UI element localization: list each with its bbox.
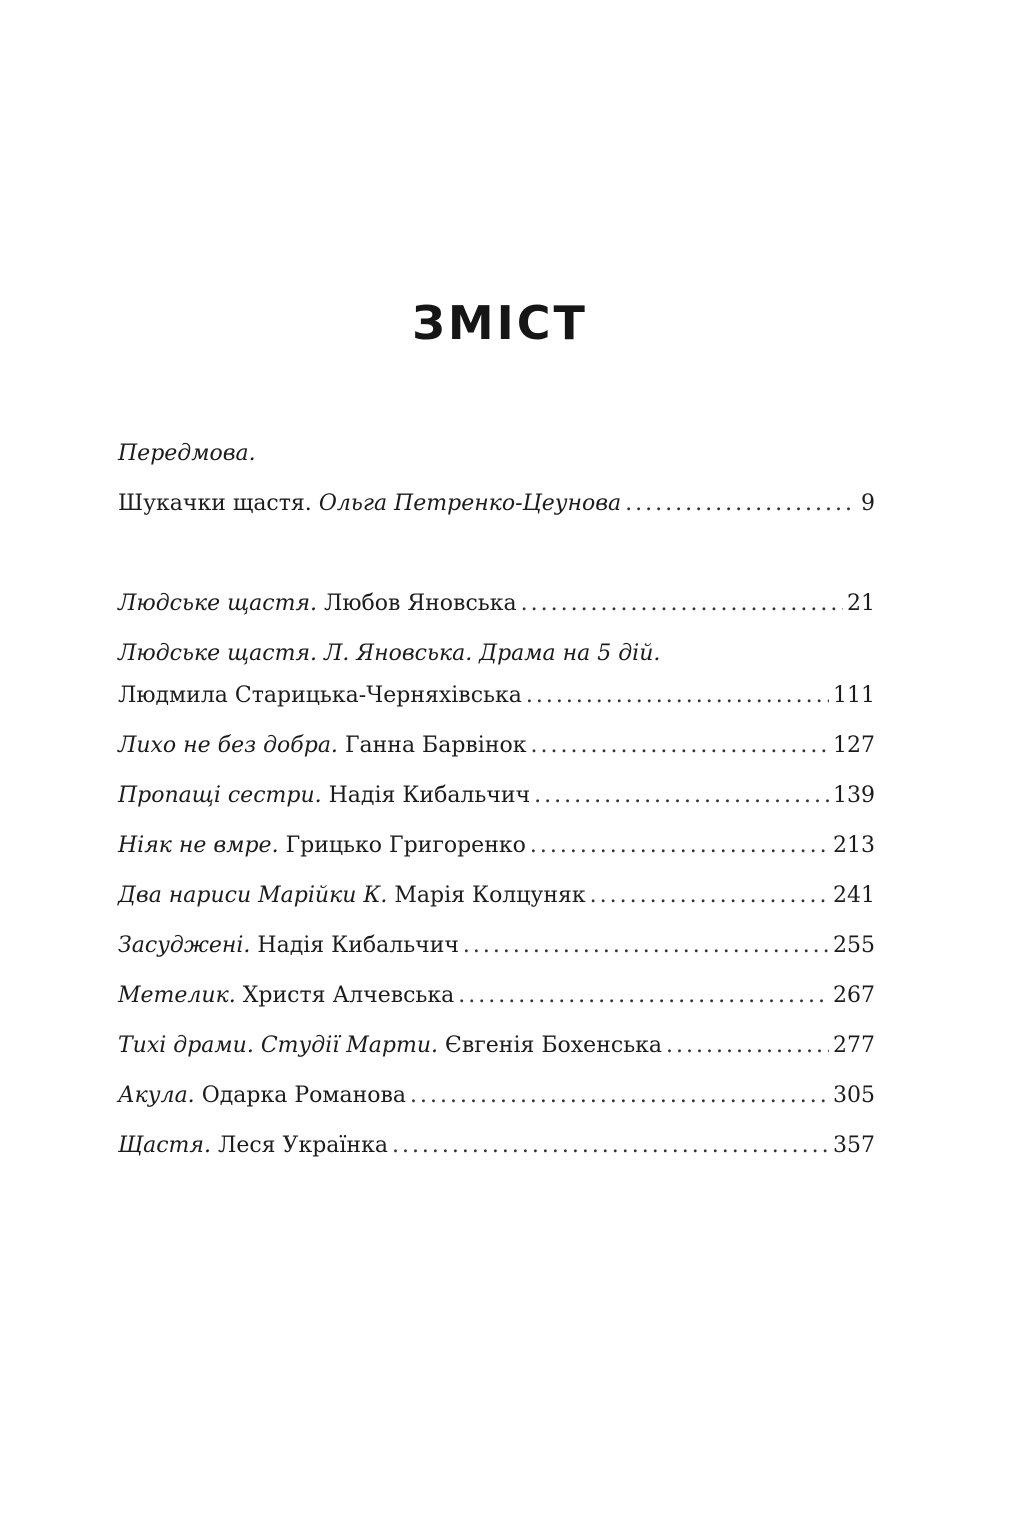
dot-leader [526,682,829,710]
entry-author: Марія Колцуняк [394,883,586,908]
dot-leader [392,1132,829,1160]
toc-entry[interactable] [118,1032,875,1060]
table-of-contents [118,440,875,1160]
dot-leader [463,932,829,960]
entry-title: Два нариси Марійки К. [118,883,388,908]
toc-entry[interactable] [118,732,875,760]
entry-page-number: 139 [833,783,875,808]
entry-author: Людмила Старицька-Черняхівська [118,683,522,708]
dot-leader [410,1082,829,1110]
entry-page-number: 241 [833,883,875,908]
toc-entry-preface[interactable] [118,490,875,518]
entry-title: Людське щастя. Л. Яновська. Драма на 5 дій. [118,641,661,666]
entry-author: Ганна Барвінок [344,733,527,758]
entry-title: Щастя. [118,1133,211,1158]
entry-author: Ольга Петренко-Цеунова [318,491,622,516]
entry-title: Лихо не без добра. [118,733,338,758]
dot-leader [666,1032,829,1060]
entry-title: Пропащі сестри. [118,783,322,808]
entry-page-number: 213 [833,833,875,858]
entry-title: Людське щастя. [118,591,317,616]
entry-title: Засуджені. [118,933,251,958]
entry-title: Метелик. [118,983,236,1008]
entry-author: Надія Кибальчич [257,933,459,958]
dot-leader [590,882,829,910]
entry-page-number: 111 [833,683,875,708]
entry-page-number: 305 [833,1083,875,1108]
entry-page-number: 267 [833,983,875,1008]
toc-entry[interactable] [118,982,875,1010]
entry-page-number: 21 [847,591,875,616]
entry-page-number: 127 [833,733,875,758]
dot-leader [458,982,829,1010]
page-title: ЗМІСТ [412,296,588,350]
toc-entry[interactable] [118,832,875,860]
entry-page-number: 277 [833,1033,875,1058]
entry-title: Шукачки щастя. [118,491,312,516]
entry-title: Ніяк не вмре. [118,833,279,858]
preface-heading: Передмова. [118,441,256,466]
entry-page-number: 357 [833,1133,875,1158]
entry-author: Христя Алчевська [242,983,455,1008]
dot-leader [531,732,829,760]
toc-entry[interactable] [118,782,875,810]
dot-leader [534,782,829,810]
toc-entry[interactable] [118,1132,875,1160]
entry-page-number: 255 [833,933,875,958]
entry-title: Тихі драми. Студії Марти. [118,1033,439,1058]
entry-author: Одарка Романова [201,1083,407,1108]
dot-leader [625,490,857,518]
dot-leader [530,832,829,860]
entry-author: Любов Яновська [324,591,517,616]
toc-entry[interactable] [118,682,875,710]
toc-entry[interactable] [118,882,875,910]
entry-page-number: 9 [861,491,875,516]
toc-entry[interactable] [118,932,875,960]
entry-author: Надія Кибальчич [328,783,531,808]
dot-leader [521,590,843,618]
entry-author: Євгенія Бохенська [445,1033,663,1058]
entry-title: Акула. [118,1083,195,1108]
entry-author: Леся Українка [217,1133,388,1158]
toc-entry-title-line[interactable] [118,640,875,668]
toc-entry[interactable] [118,590,875,618]
toc-entry[interactable] [118,1082,875,1110]
entry-author: Грицько Григоренко [285,833,526,858]
toc-preface-heading [118,440,875,468]
